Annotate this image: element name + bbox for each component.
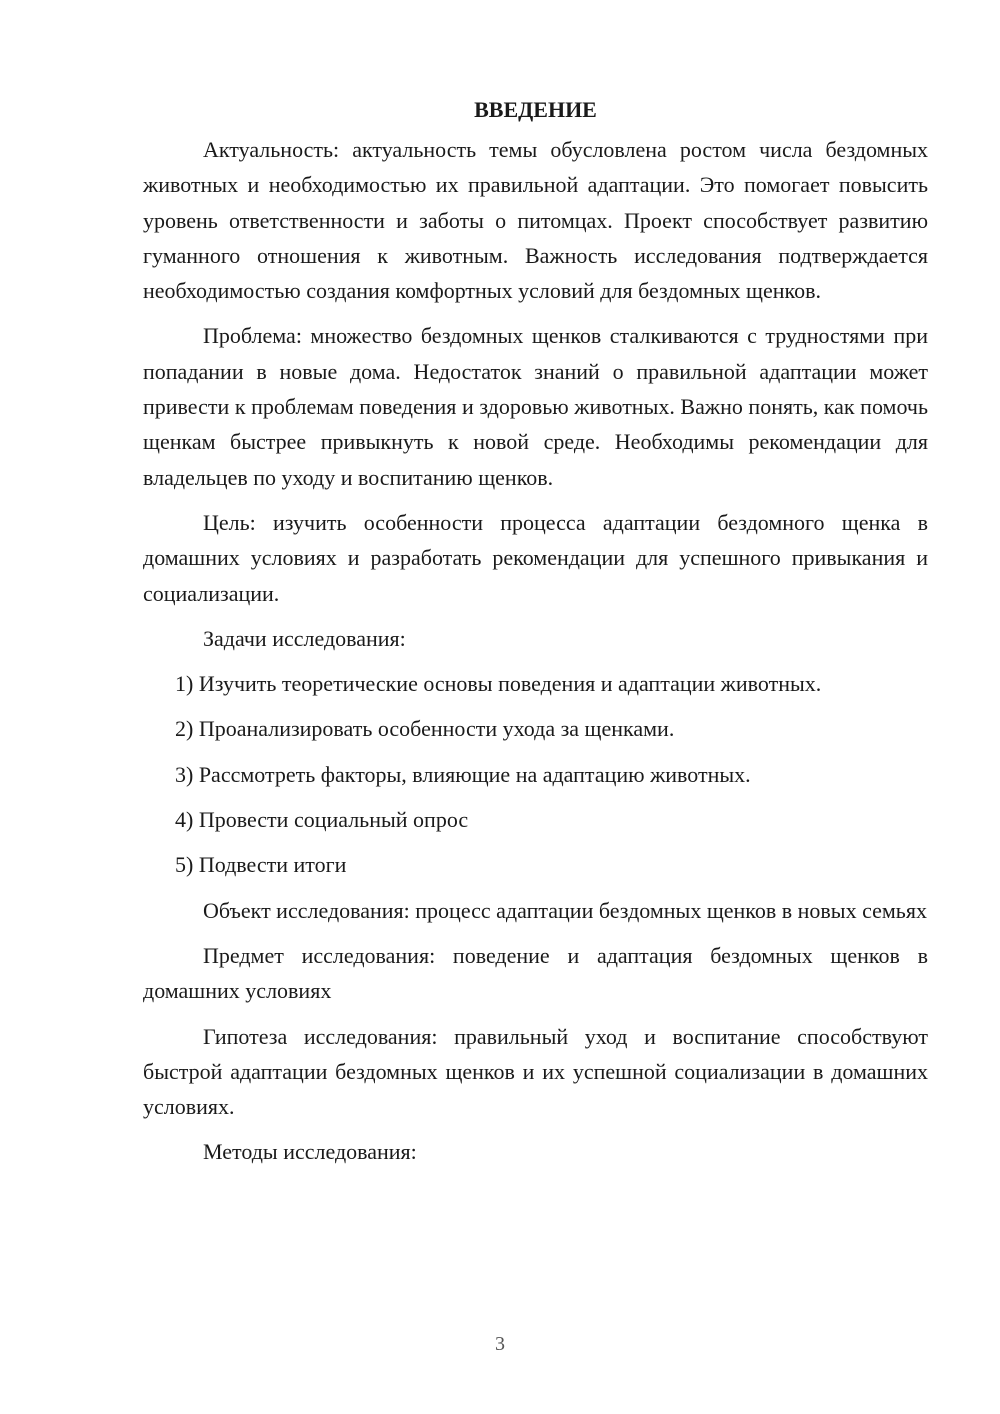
document-page [143, 92, 928, 1180]
section-heading: ВВЕДЕНИЕ [474, 97, 597, 122]
page-number: 3 [495, 1333, 505, 1355]
paragraph-hypothesis: Гипотеза исследования: правильный уход и воспитание способствуют быстрой адаптации бездомных щенков и их успешной социализации в домашних условиях. [143, 1023, 928, 1120]
list-item: 1) Изучить теоретические основы поведения и адаптации животных. [175, 671, 822, 697]
paragraph-goal: Цель: изучить особенности процесса адаптации бездомного щенка в домашних условиях и разработать рекомендации для успешного привыкания и социализации. [143, 509, 928, 606]
methods-heading: Методы исследования: [203, 1139, 417, 1165]
tasks-list [143, 666, 928, 882]
paragraph-subject: Предмет исследования: поведение и адаптация бездомных щенков в домашних условиях [143, 942, 928, 1004]
list-item: 2) Проанализировать особенности ухода за щенками. [175, 716, 675, 742]
list-item: 5) Подвести итоги [175, 852, 347, 878]
paragraph-problem: Проблема: множество бездомных щенков сталкиваются с трудностями при попадании в новые дома. Недостаток знаний о правильной адаптации может привести к проблемам поведения и здоровью животных. Важно понять, как помочь щенкам быстрее привыкнуть к новой среде. Необходимы рекомендации для владельцев по уходу и воспитанию щенков. [143, 323, 928, 490]
list-item: 4) Провести социальный опрос [175, 807, 469, 833]
tasks-heading: Задачи исследования: [203, 625, 406, 651]
paragraph-object: Объект исследования: процесс адаптации бездомных щенков в новых семьях [203, 897, 927, 923]
paragraph-relevance: Актуальность: актуальность темы обусловлена ростом числа бездомных животных и необходимостью их правильной адаптации. Это помогает повысить уровень ответственности и заботы о питомцах. Проект способствует развитию гуманного отношения к животным. Важность исследования подтверждается необходимостью создания комфортных условий для бездомных щенков. [143, 137, 928, 304]
list-item: 3) Рассмотреть факторы, влияющие на адаптацию животных. [175, 761, 751, 787]
